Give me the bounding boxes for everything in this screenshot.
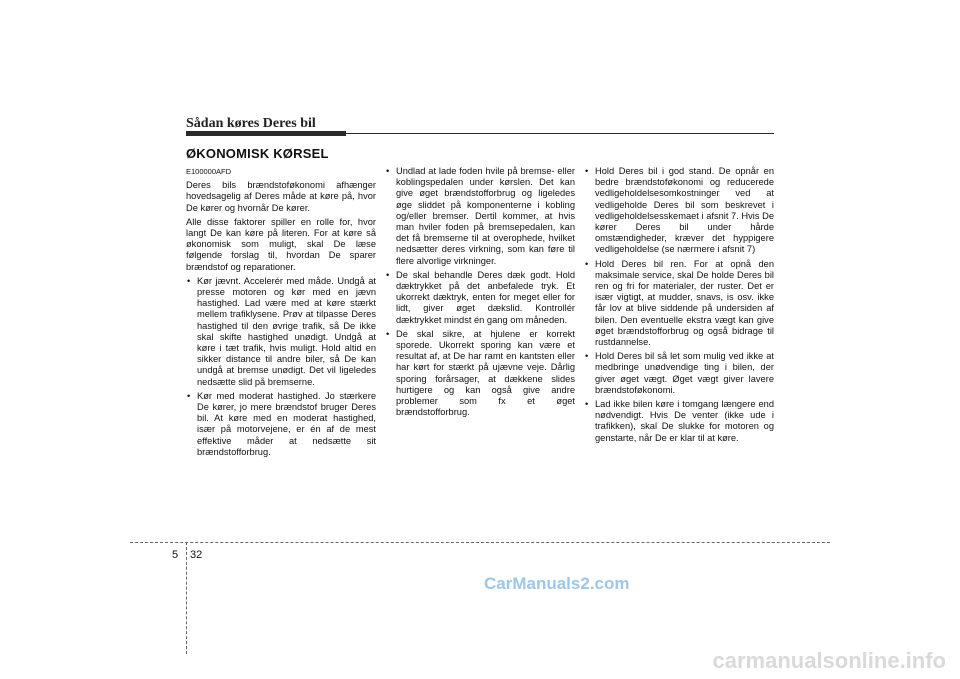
list-item: • De skal behandle Deres dæk godt. Hold dæktrykket på det anbefalede tryk. Et ukorrekt dæktryk, enten for meget eller for lidt, giver øget dækslid. Kontrollér dæktrykket mindst én gang om måneden.	[385, 270, 575, 326]
list-item: • Kør jævnt. Accelerér med måde. Undgå at presse motoren og kør med en jævn hastighed. Lad være med at køre stærkt mellem trafiklysene. Prøv at tilpasse Deres hastighed til den øvrige trafik, så De ikke skal skifte hastighed unødigt. Undgå at køre i tæt trafik, hvis muligt. Hold altid en sikker distance til andre biler, så De kan undgå at bremse unødigt. Det vil ligeledes nedsætte slid på bremserne.	[186, 276, 376, 388]
text-column-3	[584, 166, 774, 447]
list-item: • Kør med moderat hastighed. Jo stærkere De kører, jo mere brændstof bruger Deres bil. At køre med en moderat hastighed, især på motorvejene, er én af de mest effektive måder at nedsætte sit brændstofforbrug.	[186, 391, 376, 458]
section-title: ØKONOMISK KØRSEL	[186, 146, 329, 161]
list-item: • Undlad at lade foden hvile på bremse- eller koblingspedalen under kørslen. Det kan give øget brændstofforbrug og ligeledes øge sliddet på komponenterne i kobling og/eller bremser. Dertil kommer, at hvis man hviler foden på bremsepedalen, kan det få bremserne til at overophede, hvilket nedsætter deres virkning, som kan føre til flere alvorlige virkninger.	[385, 166, 575, 267]
section-code: E100000AFD	[186, 167, 232, 176]
watermark-carmanuals: CarManuals2.com	[484, 574, 630, 593]
paragraph: Deres bils brændstoføkonomi afhænger hovedsagelig af Deres måde at køre på, hvor De kører og hvornår De kører.	[186, 180, 376, 213]
list-item: • Hold Deres bil ren. For at opnå den maksimale service, skal De holde Deres bil ren og fri for materialer, der ruster. Det er især vigtigt, at mudder, snavs, is osv. ikke får lov at blive siddende på undersiden af bilen. Den eventuelle ekstra vægt kan give øget brændstofforbrug og også bidrage til rustdannelse.	[584, 259, 774, 349]
text-column-2	[385, 166, 575, 421]
text-column-1	[186, 166, 376, 461]
header-rule-thin	[346, 133, 774, 134]
watermark-online: carmanualsonline.info	[712, 648, 946, 673]
page-header-title: Sådan køres Deres bil	[186, 116, 316, 131]
list-item: • Lad ikke bilen køre i tomgang længere end nødvendigt. Hvis De venter (ikke ude i trafikken), skal De slukke for motoren og genstarte, når De er klar til at køre.	[584, 399, 774, 444]
page-number: 32	[190, 549, 203, 561]
paragraph: Alle disse faktorer spiller en rolle for, hvor langt De kan køre på literen. For at køre så økonomisk som muligt, skal De læse følgende forslag til, hvordan De sparer brændstof og reparationer.	[186, 216, 376, 272]
bullet-list	[584, 166, 774, 444]
list-item: • Hold Deres bil så let som mulig ved ikke at medbringe unødvendige ting i bilen, der giver øget vægt. Øget vægt giver lavere brændstoføkonomi.	[584, 351, 774, 396]
bullet-list	[186, 276, 376, 458]
list-item: • De skal sikre, at hjulene er korrekt sporede. Ukorrekt sporing kan være et resultat af, at De har ramt en kantsten eller har kørt for stærkt på ujævne veje. Dårlig sporing forårsager, at dækkene slides hurtigere og kan også give andre problemer som fx et øget brændstofforbrug.	[385, 329, 575, 419]
footer-vertical-divider	[186, 542, 187, 654]
list-item: • Hold Deres bil i god stand. De opnår en bedre brændstoføkonomi og reducerede vedligeholdelsesomkostninger ved at vedligeholde Deres bil som beskrevet i vedligeholdelsesskemaet i afsnit 7. Hvis De kører Deres bil under hårde omstændigheder, kræver det hyppigere vedligeholdelse (se nærmere i afsnit 7)	[584, 166, 774, 256]
footer-divider	[130, 542, 830, 543]
chapter-number: 5	[172, 549, 179, 561]
bullet-list	[385, 166, 575, 418]
header-rule-thick	[186, 131, 346, 136]
